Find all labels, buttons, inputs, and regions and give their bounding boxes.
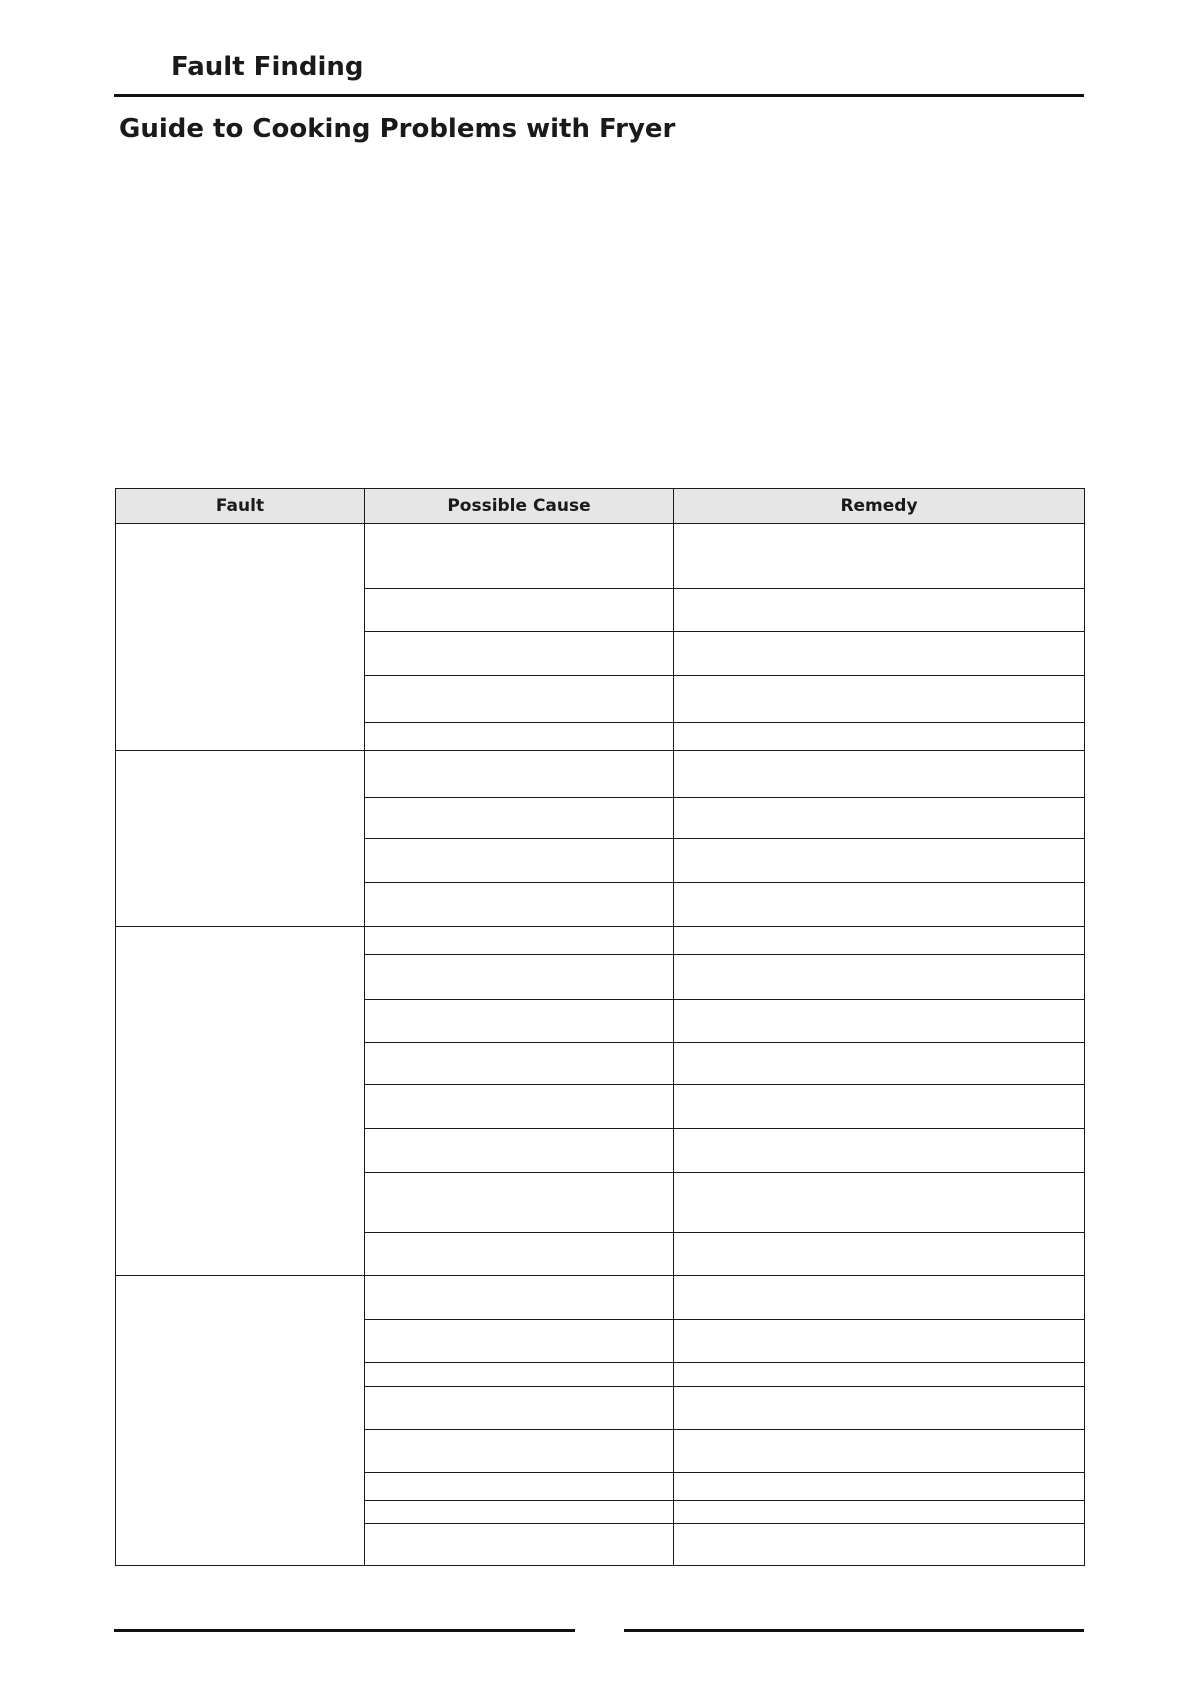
remedy-cell xyxy=(674,1173,1085,1233)
remedy-cell xyxy=(674,676,1085,723)
remedy-cell xyxy=(674,1501,1085,1524)
cause-cell xyxy=(365,676,674,723)
cause-cell xyxy=(365,883,674,927)
remedy-cell xyxy=(674,589,1085,632)
fault-cell xyxy=(116,524,365,751)
remedy-cell xyxy=(674,839,1085,883)
cause-cell xyxy=(365,1129,674,1173)
cause-cell xyxy=(365,1430,674,1473)
section-title: Fault Finding xyxy=(171,52,364,82)
cause-cell xyxy=(365,839,674,883)
cause-cell xyxy=(365,632,674,676)
remedy-cell xyxy=(674,1085,1085,1129)
fault-cell xyxy=(116,751,365,927)
column-header-remedy: Remedy xyxy=(674,489,1085,524)
cause-cell xyxy=(365,1501,674,1524)
cause-cell xyxy=(365,927,674,955)
remedy-cell xyxy=(674,955,1085,1000)
remedy-cell xyxy=(674,927,1085,955)
remedy-cell xyxy=(674,1129,1085,1173)
table-row xyxy=(116,927,1085,955)
fault-table xyxy=(115,488,1085,1566)
remedy-cell xyxy=(674,883,1085,927)
table-header-row xyxy=(116,489,1085,524)
fault-cell xyxy=(116,1276,365,1566)
cause-cell xyxy=(365,589,674,632)
remedy-cell xyxy=(674,1000,1085,1043)
cause-cell xyxy=(365,955,674,1000)
remedy-cell xyxy=(674,723,1085,751)
column-header-possible-cause: Possible Cause xyxy=(365,489,674,524)
remedy-cell xyxy=(674,751,1085,798)
cause-cell xyxy=(365,1043,674,1085)
cause-cell xyxy=(365,1000,674,1043)
remedy-cell xyxy=(674,1276,1085,1320)
cause-cell xyxy=(365,1276,674,1320)
remedy-cell xyxy=(674,524,1085,589)
remedy-cell xyxy=(674,1387,1085,1430)
cause-cell xyxy=(365,524,674,589)
column-header-fault: Fault xyxy=(116,489,365,524)
footer-rule-right xyxy=(624,1629,1084,1632)
cause-cell xyxy=(365,1473,674,1501)
cause-cell xyxy=(365,1387,674,1430)
remedy-cell xyxy=(674,1363,1085,1387)
page-heading: Guide to Cooking Problems with Fryer xyxy=(119,114,676,144)
cause-cell xyxy=(365,1320,674,1363)
cause-cell xyxy=(365,1524,674,1566)
cause-cell xyxy=(365,1233,674,1276)
remedy-cell xyxy=(674,798,1085,839)
remedy-cell xyxy=(674,1233,1085,1276)
cause-cell xyxy=(365,1085,674,1129)
cause-cell xyxy=(365,1173,674,1233)
footer-rule-left xyxy=(114,1629,575,1632)
cause-cell xyxy=(365,798,674,839)
cause-cell xyxy=(365,1363,674,1387)
table-row xyxy=(116,1276,1085,1320)
cause-cell xyxy=(365,751,674,798)
remedy-cell xyxy=(674,1043,1085,1085)
remedy-cell xyxy=(674,632,1085,676)
header-divider xyxy=(114,94,1084,97)
cause-cell xyxy=(365,723,674,751)
remedy-cell xyxy=(674,1473,1085,1501)
remedy-cell xyxy=(674,1320,1085,1363)
remedy-cell xyxy=(674,1524,1085,1566)
fault-cell xyxy=(116,927,365,1276)
table-row xyxy=(116,524,1085,589)
remedy-cell xyxy=(674,1430,1085,1473)
table-row xyxy=(116,751,1085,798)
